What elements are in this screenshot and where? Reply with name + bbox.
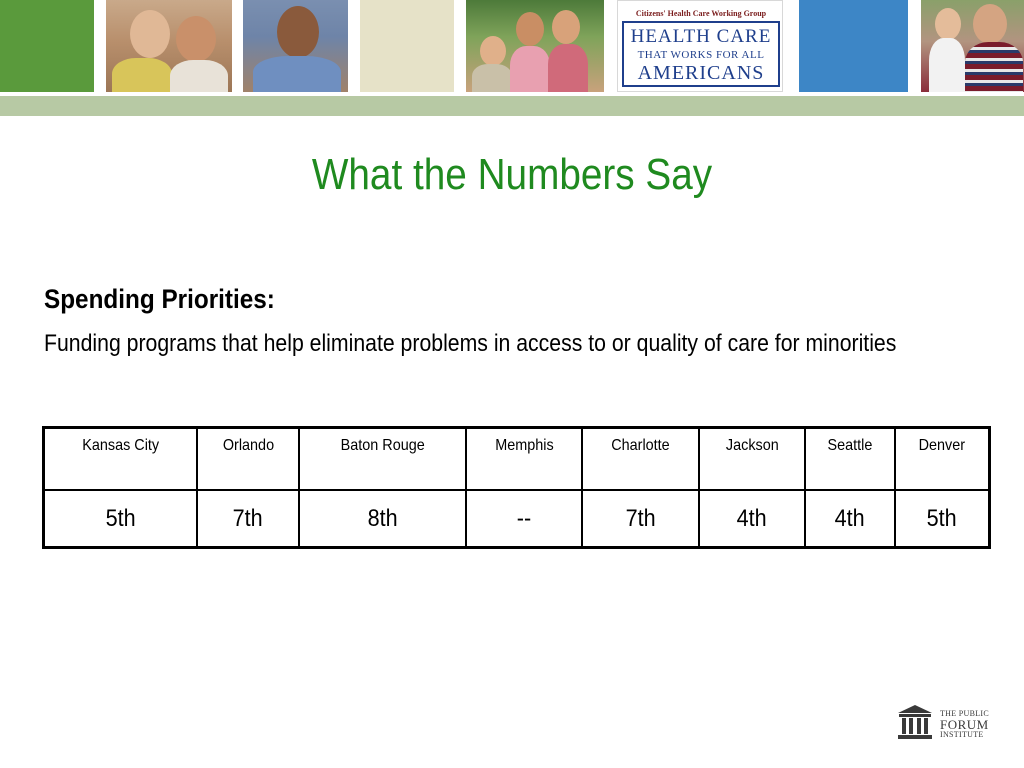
rank-value: 5th <box>927 504 958 532</box>
rank-value: 4th <box>736 504 767 532</box>
table-header-cell <box>699 428 805 491</box>
table-cell <box>466 490 583 548</box>
rank-value: 4th <box>834 504 866 532</box>
table-header-label: Kansas City <box>81 437 159 454</box>
table-header-label: Seattle <box>827 437 873 454</box>
table-cell <box>582 490 699 548</box>
pillars-icon <box>896 704 934 740</box>
logo-text-institute: INSTITUTE <box>940 730 984 739</box>
table-header-row <box>44 428 990 491</box>
table-header-label: Charlotte <box>611 437 670 454</box>
table-header-cell <box>299 428 465 491</box>
table-cell <box>699 490 805 548</box>
table-header-label: Denver <box>918 437 966 454</box>
table-header-label: Baton Rouge <box>340 437 425 454</box>
logo-line-3: AMERICANS <box>637 62 765 84</box>
logo-top-text: Citizens' Health Care Working Group <box>635 9 767 18</box>
header-banner <box>0 0 1024 96</box>
table-cell <box>895 490 989 548</box>
table-header-cell <box>44 428 197 491</box>
public-forum-wordmark <box>940 710 989 739</box>
logo-line-2: THAT WORKS FOR ALL <box>637 49 765 61</box>
logo-frame <box>622 21 780 87</box>
section-description: Funding programs that help eliminate problems in access to or quality of care for minorities <box>44 330 897 357</box>
table-row <box>44 490 990 548</box>
blue-color-tile <box>799 0 908 92</box>
logo-text-the-public: THE PUBLIC <box>940 709 989 718</box>
table-header-cell <box>805 428 895 491</box>
public-forum-logo <box>896 704 1000 742</box>
smiling-man-photo <box>243 0 348 92</box>
section-heading: Spending Priorities: <box>44 284 275 314</box>
table-header-label: Orlando <box>222 437 274 454</box>
grandfather-child-photo <box>921 0 1024 92</box>
rank-value: 5th <box>105 504 136 532</box>
logo-line-1: HEALTH CARE <box>630 26 772 47</box>
header-band <box>0 96 1024 116</box>
rankings-table <box>42 426 991 549</box>
elderly-couple-photo <box>106 0 232 92</box>
cream-color-tile <box>360 0 454 92</box>
table-cell <box>299 490 465 548</box>
table-header-cell <box>895 428 989 491</box>
table-cell <box>197 490 300 548</box>
children-photo <box>466 0 604 92</box>
table-header-label: Jackson <box>725 437 779 454</box>
table-header-cell <box>582 428 699 491</box>
green-color-tile <box>0 0 94 92</box>
rank-value: 8th <box>367 504 398 532</box>
rank-value: 7th <box>233 504 264 532</box>
table-cell <box>44 490 197 548</box>
rank-value: 7th <box>625 504 656 532</box>
table-header-cell <box>197 428 300 491</box>
health-care-logo <box>617 0 783 92</box>
rank-value: -- <box>516 504 532 532</box>
table-header-label: Memphis <box>494 437 554 454</box>
logo-text-forum: FORUM <box>940 717 989 732</box>
slide-title: What the Numbers Say <box>311 150 713 199</box>
table-cell <box>805 490 895 548</box>
table-header-cell <box>466 428 583 491</box>
